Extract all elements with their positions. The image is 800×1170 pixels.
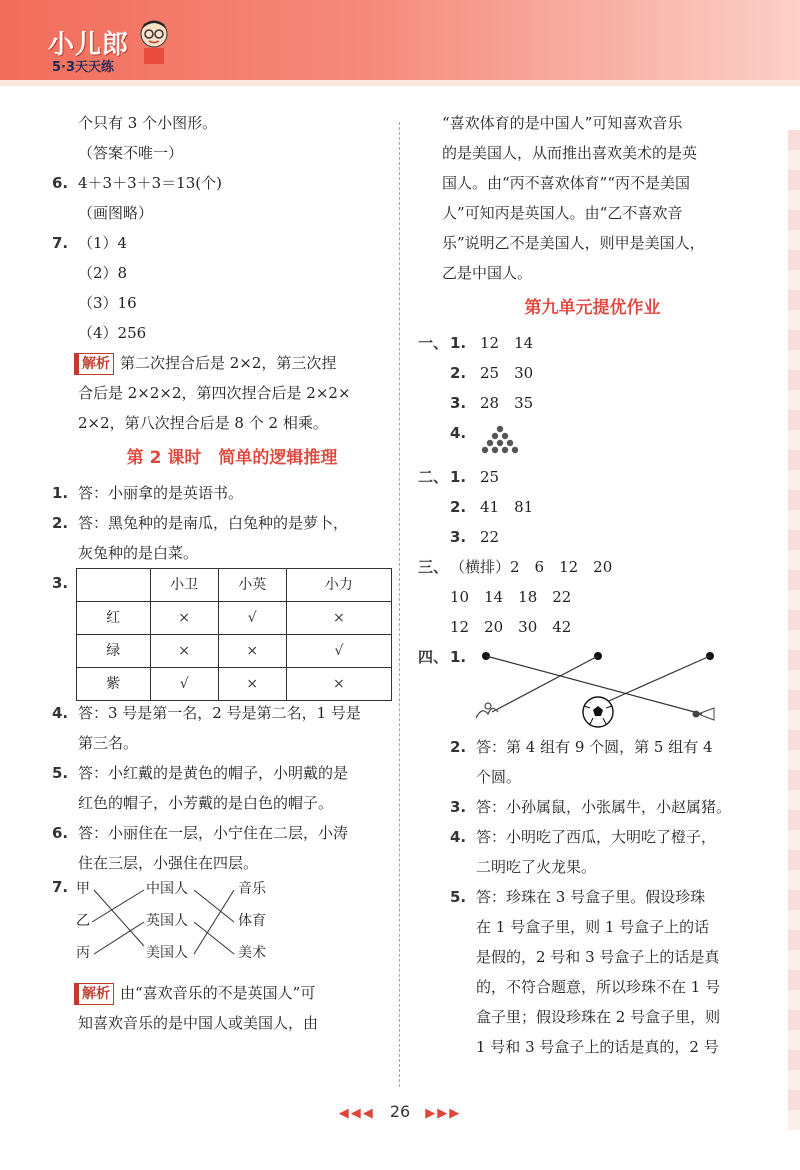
answer-text: （2）8: [78, 264, 128, 282]
unit-title: 第九单元提优作业: [524, 298, 661, 318]
match-person: 丙: [76, 945, 90, 961]
analysis-badge: 解析: [74, 353, 114, 375]
question-number: 1.: [450, 648, 467, 666]
page-number: 26: [389, 1102, 411, 1121]
section-label: 一、: [418, 334, 449, 352]
answer-text: 答：小明吃了西瓜，大明吃了橙子，: [476, 828, 717, 846]
answer-text: 1 号和 3 号盒子上的话是真的，2 号: [476, 1038, 719, 1056]
answer-text: 答：珍珠在 3 号盒子里。假设珍珠: [476, 888, 706, 906]
table-header-cell: 小力: [286, 569, 391, 602]
table-cell: √: [150, 668, 218, 701]
text-line: （答案不唯一）: [78, 144, 184, 162]
answer-text: 盒子里；假设珍珠在 2 号盒子里，则: [476, 1008, 721, 1026]
row-label: 紫: [77, 668, 151, 701]
answer-text: 25 30: [480, 364, 534, 382]
match-nation: 美国人: [146, 945, 188, 961]
question-number: 4.: [450, 828, 467, 846]
table-cell: ×: [286, 602, 391, 635]
analysis-text: 乙是中国人。: [442, 264, 533, 282]
question-number: 2.: [450, 364, 467, 382]
question-number: 1.: [450, 468, 467, 486]
answer-text: 12 14: [480, 334, 534, 352]
match-hobby: 美术: [238, 945, 266, 961]
matching-lines: [52, 878, 392, 978]
question-number: 7.: [52, 234, 69, 252]
answer-text: 答：3 号是第一名，2 号是第二名，1 号是: [78, 704, 361, 722]
soccer-ball-icon: [583, 697, 613, 727]
answer-text: 红色的帽子，小芳戴的是白色的帽子。: [78, 794, 334, 812]
answer-text: （1）4: [78, 234, 128, 252]
table-cell: ×: [286, 668, 391, 701]
answer-text: 灰兔种的是白菜。: [78, 544, 199, 562]
answer-text: 个圆。: [476, 768, 522, 786]
prev-arrows-icon: ◀◀◀: [338, 1106, 375, 1121]
answer-text: 的，不符合题意，所以珍珠不在 1 号: [476, 978, 721, 996]
table-header-cell: 小卫: [150, 569, 218, 602]
answer-text: 答：小丽住在一层，小宁住在二层，小涛: [78, 824, 349, 842]
section-label: 三、: [418, 558, 449, 576]
question-number: 3.: [450, 394, 467, 412]
table-cell: ×: [218, 635, 286, 668]
brand-logo: 小儿郎: [48, 30, 130, 60]
analysis-text: 由“喜欢音乐的不是英国人”可: [120, 984, 316, 1002]
analysis-text: 合后是 2×2×2，第四次捏合后是 2×2×: [78, 384, 351, 402]
question-number: 3.: [450, 528, 467, 546]
section-label: 四、: [418, 648, 449, 666]
question-number: 6.: [52, 174, 69, 192]
analysis-text: 乐”说明乙不是美国人，则甲是美国人，: [442, 234, 705, 252]
match-nation: 英国人: [146, 913, 188, 929]
question-number: 7.: [52, 878, 69, 896]
match-hobby: 体育: [238, 913, 266, 929]
question-number: 2.: [450, 498, 467, 516]
section-label: 二、: [418, 468, 449, 486]
match-nation: 中国人: [146, 881, 188, 897]
answer-text: 12 20 30 42: [450, 618, 572, 636]
analysis-text: 人”可知丙是英国人。由“乙不喜欢音: [442, 204, 683, 222]
page-footer: [0, 1102, 800, 1121]
answer-text: 答：第 4 组有 9 个圆，第 5 组有 4: [476, 738, 713, 756]
answer-text: 答：小孙属鼠，小张属牛，小赵属猪。: [476, 798, 732, 816]
table-cell: ×: [150, 602, 218, 635]
lesson-title: 第 2 课时 简单的逻辑推理: [126, 448, 338, 468]
shuttlecock-icon: [693, 708, 714, 720]
answer-text: 41 81: [480, 498, 534, 516]
question-number: 2.: [52, 514, 69, 532]
text-line: 个只有 3 个小图形。: [78, 114, 218, 132]
table-row: [77, 635, 392, 668]
answer-text: 答：黑兔种的是南瓜，白兔种的是萝卜，: [78, 514, 349, 532]
match-person: 甲: [76, 881, 90, 897]
table-cell: √: [218, 602, 286, 635]
analysis-text: 的是美国人，从而推出喜欢美术的是英: [442, 144, 698, 162]
answer-text: 28 35: [480, 394, 534, 412]
matching-diagram: [52, 878, 392, 978]
table-header-corner: [77, 569, 151, 602]
table-cell: ×: [150, 635, 218, 668]
question-number: 6.: [52, 824, 69, 842]
analysis-text: 第二次捏合后是 2×2，第三次捏: [120, 354, 337, 372]
answer-text: （横排）2 6 12 20: [450, 558, 613, 576]
table-row: [77, 602, 392, 635]
answer-text: 二明吃了火龙果。: [476, 858, 597, 876]
answer-text: 在 1 号盒子里，则 1 号盒子上的话: [476, 918, 710, 936]
table-row: [77, 668, 392, 701]
table-header-cell: 小英: [218, 569, 286, 602]
answer-text: 住在三层，小强住在四层。: [78, 854, 259, 872]
column-divider: [399, 122, 400, 1087]
analysis-badge: 解析: [74, 983, 114, 1005]
question-number: 3.: [450, 798, 467, 816]
answer-text: 22: [480, 528, 500, 546]
table-header-row: [77, 569, 392, 602]
question-number: 5.: [52, 764, 69, 782]
answer-text: 是假的，2 号和 3 号盒子上的话是真: [476, 948, 720, 966]
dot-triangle-figure: [476, 424, 532, 458]
page-edge-decoration: [788, 130, 800, 1130]
question-number: 1.: [450, 334, 467, 352]
analysis-text: “喜欢体育的是中国人”可知喜欢音乐: [442, 114, 683, 132]
question-number: 3.: [52, 574, 69, 592]
answer-text: （3）16: [78, 294, 137, 312]
right-column: [420, 108, 765, 1062]
answer-text: 答：小红戴的是黄色的帽子，小明戴的是: [78, 764, 349, 782]
table-cell: ×: [218, 668, 286, 701]
answer-text: 答：小丽拿的是英语书。: [78, 484, 244, 502]
answer-text: 第三名。: [78, 734, 139, 752]
answer-table: [76, 568, 392, 701]
row-label: 绿: [77, 635, 151, 668]
mascot-icon: [134, 16, 174, 66]
analysis-text: 2×2，第八次捏合后是 8 个 2 相乘。: [78, 414, 328, 432]
match-person: 乙: [76, 913, 90, 929]
header-band: [0, 80, 800, 86]
question-number: 5.: [450, 888, 467, 906]
table-cell: √: [286, 635, 391, 668]
match-hobby: 音乐: [238, 881, 266, 897]
answer-text: 10 14 18 22: [450, 588, 572, 606]
left-column: [52, 108, 392, 1038]
question-number: 1.: [52, 484, 69, 502]
question-number: 2.: [450, 738, 467, 756]
question-number: 4.: [52, 704, 69, 722]
text-line: （画图略）: [78, 204, 154, 222]
analysis-text: 知喜欢音乐的是中国人或美国人，由: [78, 1014, 319, 1032]
next-arrows-icon: ▶▶▶: [425, 1106, 462, 1121]
analysis-text: 国人。由“丙不喜欢体育”“丙不是美国: [442, 174, 691, 192]
row-label: 红: [77, 602, 151, 635]
header-banner: [0, 0, 800, 80]
answer-text: 25: [480, 468, 500, 486]
brand-subtitle: 5·3天天练: [52, 60, 115, 75]
sports-matching-figure: [470, 642, 730, 730]
answer-text: 4＋3＋3＋3＝13(个): [78, 174, 222, 192]
question-number: 4.: [450, 424, 467, 442]
answer-text: （4）256: [78, 324, 147, 342]
